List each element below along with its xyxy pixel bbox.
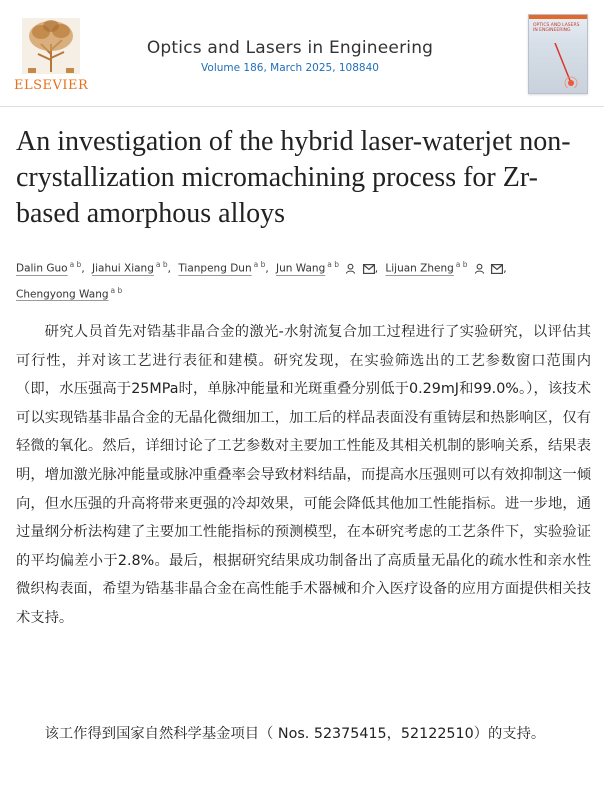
- author-link[interactable]: Dalin Guo: [16, 262, 68, 275]
- author-affiliation[interactable]: a b: [253, 260, 266, 269]
- cover-band: [529, 15, 587, 19]
- author-affiliation[interactable]: a b: [455, 260, 468, 269]
- abstract-paragraph: 研究人员首先对锆基非晶合金的激光-水射流复合加工过程进行了实验研究，以评估其可行性，并对该工艺进行表征和建模。研究发现，在实验筛选出的工艺参数窗口范围内（即，水压强高于25MPa时，单脉冲能量和光斑重叠分别低于0.29mJ和99.0%。），该技术可以实现锆基非晶合金的无晶化微细加工，加工后的样品表面没有重铸层和热影响区，仅有轻微的氧化。然后，详细讨论了工艺参数对主要加工性能及其相关机制的影响关系，结果表明，增加激光脉冲能量或脉冲重叠率会导致材料结晶，而提高水压强则可以有效抑制这一倾向，但水压强的升高将带来更强的冷却效果，可能会降低其他加工性能指标。进一步地，通过量纲分析法构建了主要加工性能指标的预测模型，在本研究考虑的工艺条件下，实验验证的平均偏差小于2.8%。最后，根据研究结果成功制备出了高质量无晶化的疏水性和亲水性微织构表面，希望为锆基非晶合金在高性能手术器械和介入医疗设备的应用方面提供相关技术支持。: [16, 324, 591, 626]
- header-divider: [0, 106, 604, 107]
- author-link[interactable]: Lijuan Zheng: [385, 262, 454, 275]
- elsevier-tree-icon: [14, 14, 88, 76]
- author-link[interactable]: Tianpeng Dun: [178, 262, 252, 275]
- elsevier-wordmark: ELSEVIER: [14, 78, 89, 93]
- author-link[interactable]: Jiahui Xiang: [92, 262, 154, 275]
- journal-name-link[interactable]: Optics and Lasers in Engineering: [146, 38, 434, 58]
- author-affiliation[interactable]: a b: [110, 285, 123, 295]
- volume-link[interactable]: Volume 186, March 2025, 108840: [201, 62, 379, 74]
- journal-header: [0, 0, 604, 105]
- person-icon[interactable]: [474, 263, 485, 274]
- laser-beam-icon: [551, 43, 581, 88]
- author-list: Dalin Guo $^{a b}$, Jiahui Xiang $^{a b}$, Tianpeng Dun $^{a b}$, Jun Wang $^{a b}$ , Lijuan Zheng $^{a b}$ , Chengyong Wang $^{a b}$: [16, 260, 507, 300]
- author-affiliation[interactable]: a b: [69, 260, 82, 269]
- person-icon[interactable]: [345, 263, 356, 274]
- author-affiliation[interactable]: a b: [155, 260, 168, 269]
- funding-paragraph: 该工作得到国家自然科学基金项目（ Nos. 52375415，52122510）的支持。: [44, 726, 546, 742]
- journal-info: [120, 38, 460, 74]
- author-link[interactable]: Chengyong Wang: [16, 288, 109, 300]
- article-title: An investigation of the hybrid laser-waterjet non-crystallization micromachining process for Zr-based amorphous alloys: [16, 126, 571, 229]
- author-affiliation[interactable]: a b: [327, 260, 340, 269]
- cover-title: OPTICS AND LASERS IN ENGINEERING: [533, 23, 580, 33]
- email-icon[interactable]: [363, 264, 375, 274]
- journal-cover-image[interactable]: [528, 14, 588, 94]
- elsevier-logo[interactable]: [14, 14, 88, 94]
- email-icon[interactable]: [491, 264, 503, 274]
- author-link[interactable]: Jun Wang: [276, 262, 326, 275]
